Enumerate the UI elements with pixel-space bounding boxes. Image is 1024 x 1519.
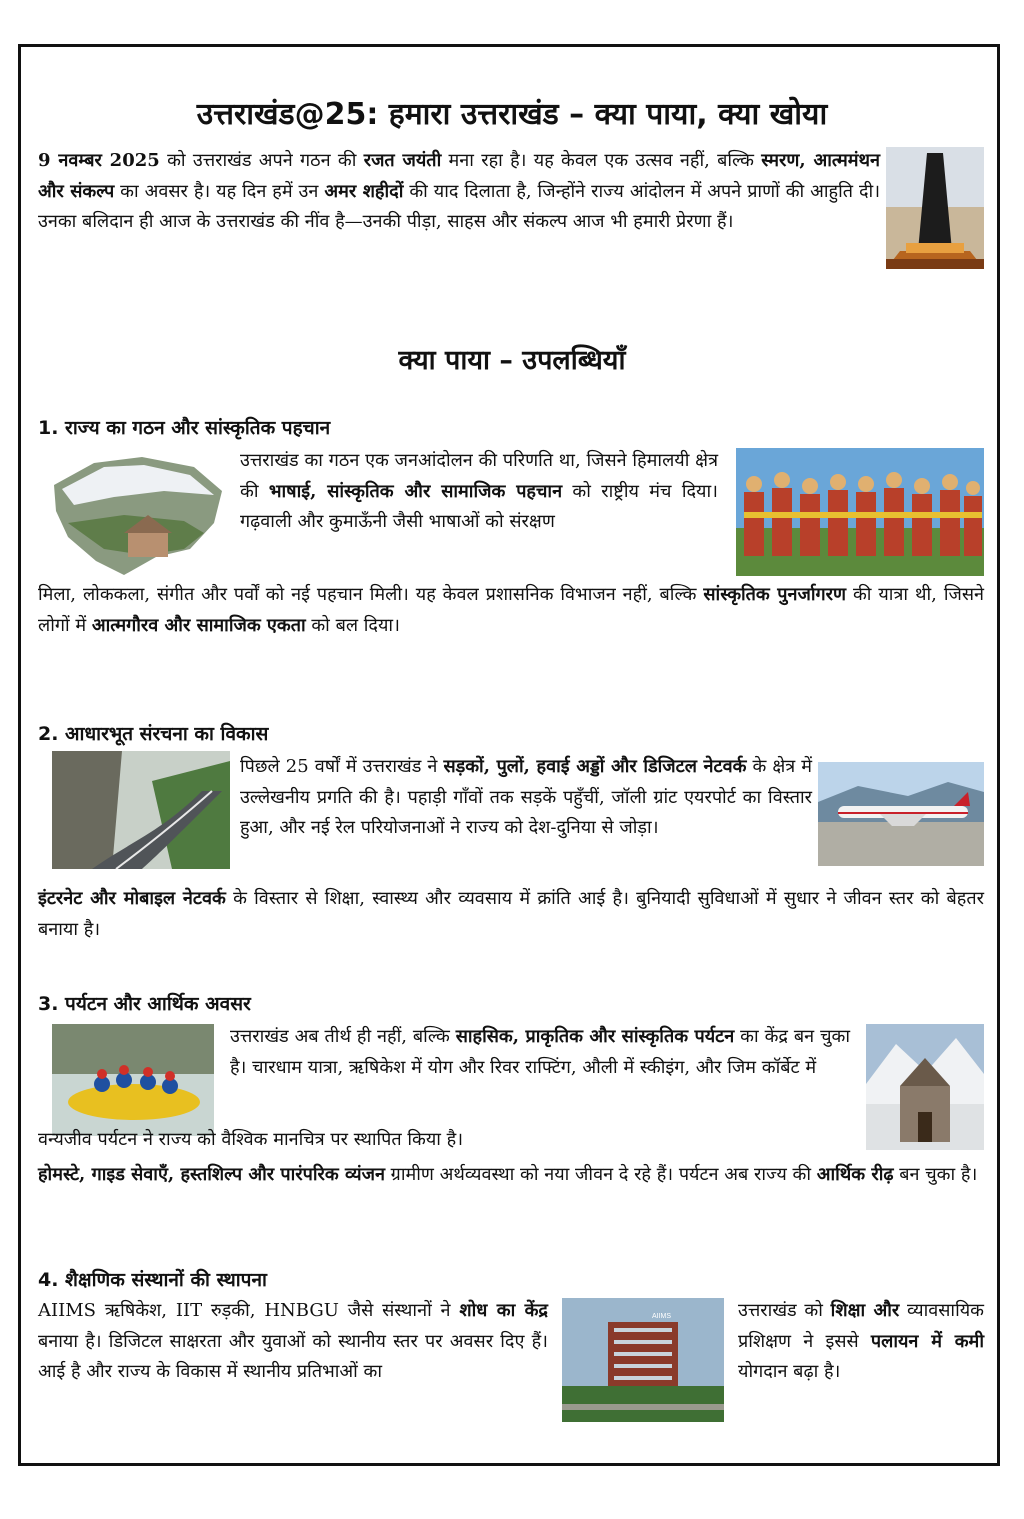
building-sign-text: AIIMS — [652, 1313, 672, 1320]
intro-paragraph — [38, 146, 880, 238]
martyrs-memorial-photo — [886, 147, 984, 269]
s3-text: उत्तराखंड अब तीर्थ ही नहीं, बल्कि — [230, 1026, 456, 1047]
river-rafting-photo — [52, 1024, 214, 1136]
page-title: उत्तराखंड@25: हमारा उत्तराखंड – क्या पाया, क्या खोया — [196, 97, 828, 132]
s4-bold: शिक्षा और — [830, 1300, 900, 1321]
section-4-left-column — [38, 1296, 548, 1388]
section-4-right-column — [738, 1296, 984, 1388]
s4-bold: पलायन में कमी — [870, 1330, 984, 1352]
section-3-text-wrapped — [230, 1022, 850, 1083]
s1-bold: आत्मगौरव और सामाजिक एकता — [91, 614, 306, 636]
airport-photo — [818, 762, 984, 866]
section-3-text-full — [38, 1160, 984, 1191]
s3-text: बन चुका है। — [893, 1164, 978, 1185]
intro-text: मना रहा है। यह केवल एक उत्सव नहीं, बल्कि — [441, 150, 762, 171]
intro-date: 9 नवम्बर 2025 — [38, 150, 160, 171]
s4-text: बनाया है। डिजिटल साक्षरता और युवाओं को स्थानीय स्तर पर अवसर दिए हैं। आई है और राज्य के विकास में स्थानीय प्रतिभाओं का — [38, 1330, 548, 1382]
s1-bold: सांस्कृतिक पुनर्जागरण — [703, 584, 846, 605]
s1-text: उत्तराखंड का गठन एक जनआंदोलन की परिणति था, जिसने हिमालयी क्षेत्र की — [240, 450, 718, 502]
s3-bold: साहसिक, प्राकृतिक और सांस्कृतिक पर्यटन — [455, 1026, 735, 1047]
s1-text: की यात्रा थी, जिसने लोगों में — [38, 584, 985, 636]
section-1-heading: 1. राज्य का गठन और सांस्कृतिक पहचान — [38, 417, 331, 439]
mountain-road-photo — [52, 751, 230, 869]
section-2-text-wrapped — [240, 752, 812, 844]
s4-bold: शोध का केंद्र — [459, 1300, 548, 1321]
intro-bold: रजत जयंती — [363, 150, 442, 171]
s3-bold: आर्थिक रीढ़ — [816, 1164, 894, 1185]
s3-bold: होमस्टे, गाइड सेवाएँ, हस्तशिल्प और पारंपरिक व्यंजन — [38, 1164, 385, 1185]
s2-bold: सड़कों, पुलों, हवाई अड्डों और डिजिटल नेटवर्क — [443, 756, 747, 777]
section-4-heading: 4. शैक्षणिक संस्थानों की स्थापना — [38, 1269, 267, 1291]
intro-text: का अवसर है। यह दिन हमें उन — [114, 180, 325, 202]
s3-text: का केंद्र बन चुका है। चारधाम यात्रा, ऋषिकेश में योग और रिवर राफ्टिंग, औली में स्कीइंग, और जिम कॉर्बेट में — [230, 1026, 850, 1078]
s4-text: AIIMS ऋषिकेश, IIT रुड़की, HNBGU जैसे संस्थानों ने — [38, 1300, 460, 1321]
s2-bold: इंटरनेट और मोबाइल नेटवर्क — [38, 888, 226, 909]
intro-text: की याद दिलाता है, जिन्होंने राज्य आंदोलन में अपने प्राणों की आहुति दी। उनका बलिदान ही आज के उत्तराखंड की नींव है—उनकी पीड़ा, साहस और संकल्प आज भी हमारी प्रेरणा हैं। — [38, 180, 881, 232]
s4-text: व्यावसायिक प्रशिक्षण ने इससे — [738, 1300, 984, 1352]
section-1-text-full — [38, 580, 984, 641]
section-2-text-full — [38, 884, 984, 945]
s1-text: मिला, लोककला, संगीत और पर्वों को नई पहचान मिली। यह केवल प्रशासनिक विभाजन नहीं, बल्कि — [38, 584, 704, 605]
s4-text: योगदान बढ़ा है। — [738, 1361, 841, 1382]
kedarnath-temple-photo — [866, 1024, 984, 1150]
aiims-building-photo — [562, 1298, 724, 1422]
intro-bold: स्मरण, आत्ममंथन और संकल्प — [38, 150, 880, 202]
uttarakhand-map-collage-photo — [44, 445, 230, 579]
s1-text: को बल दिया। — [305, 614, 400, 636]
s2-text: पिछले 25 वर्षों में उत्तराखंड ने — [240, 756, 444, 777]
s2-text: के क्षेत्र में उल्लेखनीय प्रगति की है। पहाड़ी गाँवों तक सड़कें पहुँचीं, जॉली ग्रांट एयरपोर्ट का विस्तार हुआ, और नई रेल परियोजनाओं ने राज्य को देश-दुनिया से जोड़ा। — [240, 756, 813, 838]
folk-dancers-photo — [736, 448, 984, 576]
s1-bold: भाषाई, सांस्कृतिक और सामाजिक पहचान — [268, 480, 563, 502]
s1-text: को राष्ट्रीय मंच दिया। गढ़वाली और कुमाऊँनी जैसी भाषाओं को संरक्षण — [240, 480, 718, 532]
section-2-heading: 2. आधारभूत संरचना का विकास — [38, 723, 269, 745]
s3-text: वन्यजीव पर्यटन ने राज्य को वैश्विक मानचित्र पर स्थापित किया है। — [38, 1129, 464, 1150]
s4-text: उत्तराखंड को — [738, 1300, 831, 1321]
s2-text: के विस्तार से शिक्षा, स्वास्थ्य और व्यवसाय में क्रांति आई है। बुनियादी सुविधाओं में सुधार ने जीवन स्तर को बेहतर बनाया है। — [38, 888, 984, 940]
section-1-text-wrapped — [240, 446, 718, 538]
intro-text: को उत्तराखंड अपने गठन की — [159, 150, 364, 171]
section-3-text-line — [38, 1125, 858, 1156]
section-title-achievements: क्या पाया – उपलब्धियाँ — [398, 345, 626, 376]
s3-text: ग्रामीण अर्थव्यवस्था को नया जीवन दे रहे हैं। पर्यटन अब राज्य की — [384, 1164, 817, 1185]
intro-bold: अमर शहीदों — [324, 180, 404, 202]
section-3-heading: 3. पर्यटन और आर्थिक अवसर — [38, 993, 251, 1015]
